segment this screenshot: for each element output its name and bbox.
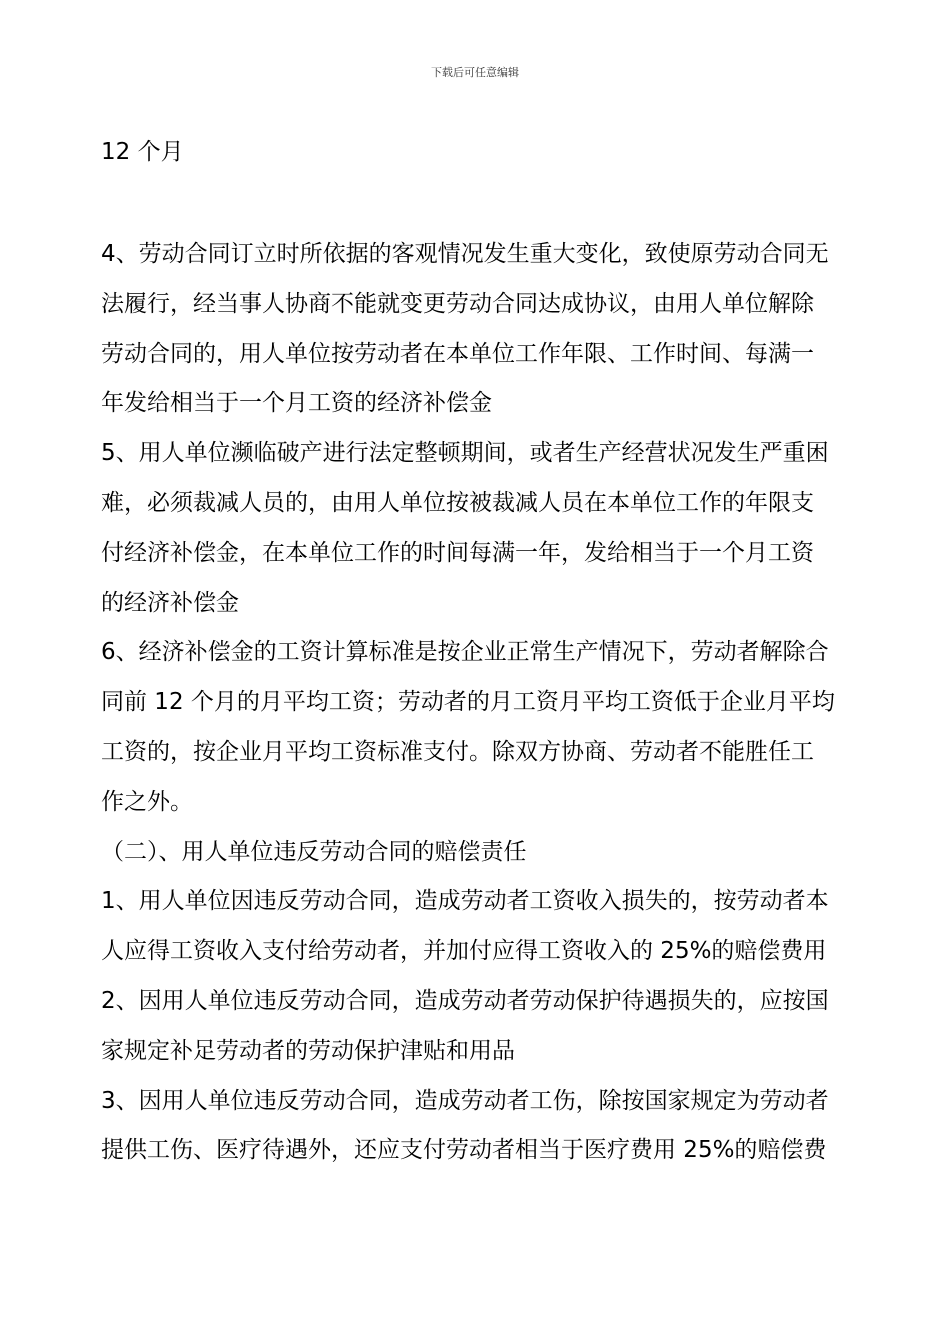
text-line: 法履行，经当事人协商不能就变更劳动合同达成协议，由用人单位解除	[101, 290, 814, 317]
text-line: 6、经济补偿金的工资计算标准是按企业正常生产情况下，劳动者解除合	[101, 639, 829, 666]
section-heading: （二）、用人单位违反劳动合同的赔偿责任	[101, 838, 527, 865]
text-line: 4、劳动合同订立时所依据的客观情况发生重大变化，致使原劳动合同无	[101, 241, 829, 267]
text-line: 作之外。	[101, 788, 193, 815]
text-line: 5、用人单位濒临破产进行法定整顿期间，或者生产经营状况发生严重困	[101, 440, 829, 467]
text-line: 付经济补偿金，在本单位工作的时间每满一年，发给相当于一个月工资	[101, 539, 814, 566]
text-line: 年发给相当于一个月工资的经济补偿金	[101, 390, 492, 417]
text-line: 1、用人单位因违反劳动合同，造成劳动者工资收入损失的，按劳动者本	[101, 888, 829, 915]
text-line: 家规定补足劳动者的劳动保护津贴和用品	[101, 1037, 515, 1064]
text-line: 的经济补偿金	[101, 589, 239, 616]
text-line: 2、因用人单位违反劳动合同，造成劳动者劳动保护待遇损失的，应按国	[101, 987, 829, 1014]
document-body	[101, 230, 871, 1176]
text-line: 难，必须裁减人员的，由用人单位按被裁减人员在本单位工作的年限支	[101, 489, 814, 516]
text-line: 同前 12 个月的月平均工资；劳动者的月工资月平均工资低于企业月平均	[101, 689, 835, 716]
continuation-line: 12 个月	[101, 139, 184, 165]
text-line: 人应得工资收入支付给劳动者，并加付应得工资收入的 25%的赔偿费用	[101, 938, 827, 965]
text-line: 劳动合同的，用人单位按劳动者在本单位工作年限、工作时间、每满一	[101, 340, 814, 367]
page-header: 下载后可任意编辑	[431, 66, 519, 79]
text-line: 工资的，按企业月平均工资标准支付。除双方协商、劳动者不能胜任工	[101, 738, 814, 765]
text-line: 提供工伤、医疗待遇外，还应支付劳动者相当于医疗费用 25%的赔偿费	[101, 1137, 827, 1164]
text-line: 3、因用人单位违反劳动合同，造成劳动者工伤，除按国家规定为劳动者	[101, 1087, 829, 1114]
